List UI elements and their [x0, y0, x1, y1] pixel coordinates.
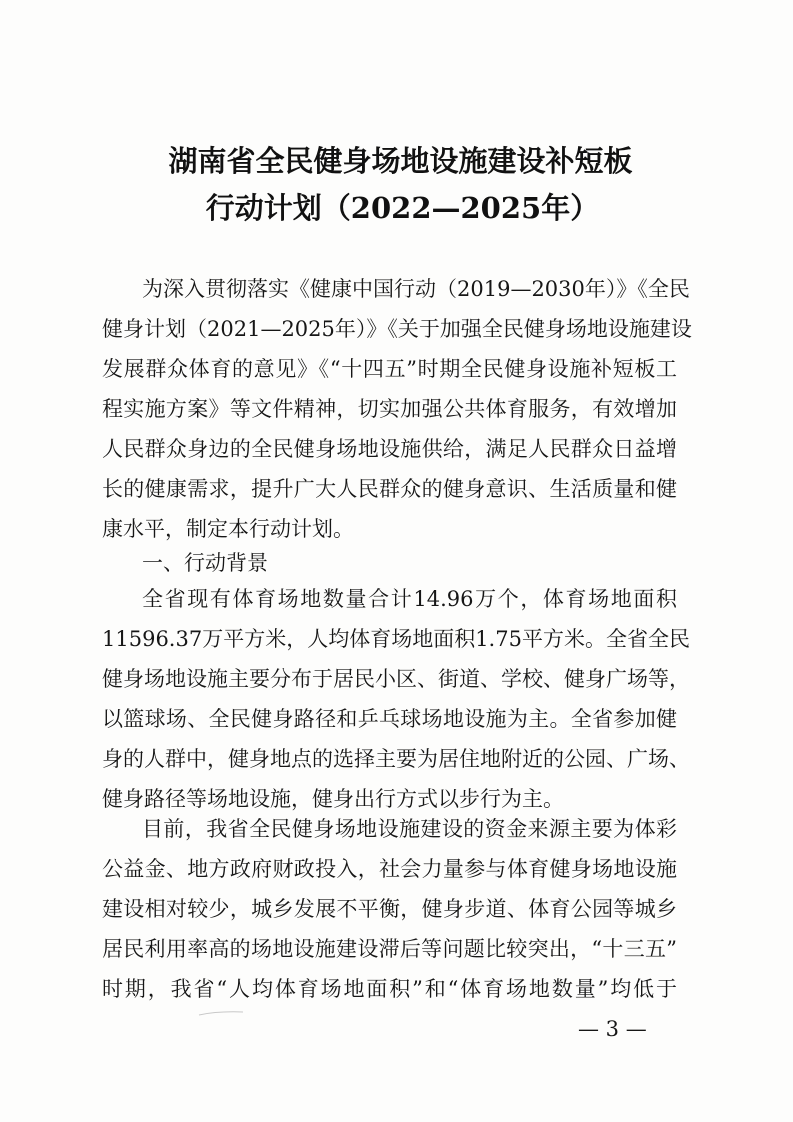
section1-para2-line-2: 公益金、地方政府财政投入，社会力量参与体育健身场地设施 [102, 857, 677, 881]
intro-line-4: 程实施方案》等文件精神，切实加强公共体育服务，有效增加 [102, 397, 677, 421]
section-heading-background: 一、行动背景 [142, 551, 268, 575]
document-title-line-1: 湖南省全民健身场地设施建设补短板 [168, 144, 633, 178]
section1-para1-line-5: 身的人群中，健身地点的选择主要为居住地附近的公园、广场、 [102, 747, 690, 771]
intro-line-1: 为深入贯彻落实《健康中国行动（2019—2030年）》《全民 [142, 277, 690, 301]
section1-para1-line-2: 11596.37万平方米，人均体育场地面积1.75平方米。全省全民 [102, 627, 690, 651]
scan-smudge [198, 1010, 244, 1016]
intro-line-5: 人民群众身边的全民健身场地设施供给，满足人民群众日益增 [102, 437, 677, 461]
document-title-line-2: 行动计划（2022—2025年） [205, 191, 600, 225]
page-number: — 3 — [578, 1017, 647, 1041]
section1-para2-line-5: 时期，我省“人均体育场地面积”和“体育场地数量”均低于 [102, 977, 677, 1001]
section1-para2-line-4: 居民利用率高的场地设施建设滞后等问题比较突出，“十三五” [102, 937, 677, 961]
section1-para1-line-6: 健身路径等场地设施，健身出行方式以步行为主。 [102, 787, 564, 811]
intro-line-7: 康水平，制定本行动计划。 [102, 517, 354, 541]
intro-line-2: 健身计划（2021—2025年）》《关于加强全民健身场地设施建设 [102, 317, 692, 341]
section1-para2-line-1: 目前，我省全民健身场地设施建设的资金来源主要为体彩 [142, 817, 677, 841]
section1-para1-line-4: 以篮球场、全民健身路径和乒乓球场地设施为主。全省参加健 [102, 707, 677, 731]
section1-para1-line-1: 全省现有体育场地数量合计14.96万个，体育场地面积 [142, 587, 677, 611]
section1-para2-line-3: 建设相对较少，城乡发展不平衡，健身步道、体育公园等城乡 [102, 897, 677, 921]
intro-line-3: 发展群众体育的意见》《“十四五”时期全民健身设施补短板工 [102, 357, 677, 381]
section1-para1-line-3: 健身场地设施主要分布于居民小区、街道、学校、健身广场等， [102, 667, 690, 691]
intro-line-6: 长的健康需求，提升广大人民群众的健身意识、生活质量和健 [102, 477, 677, 501]
